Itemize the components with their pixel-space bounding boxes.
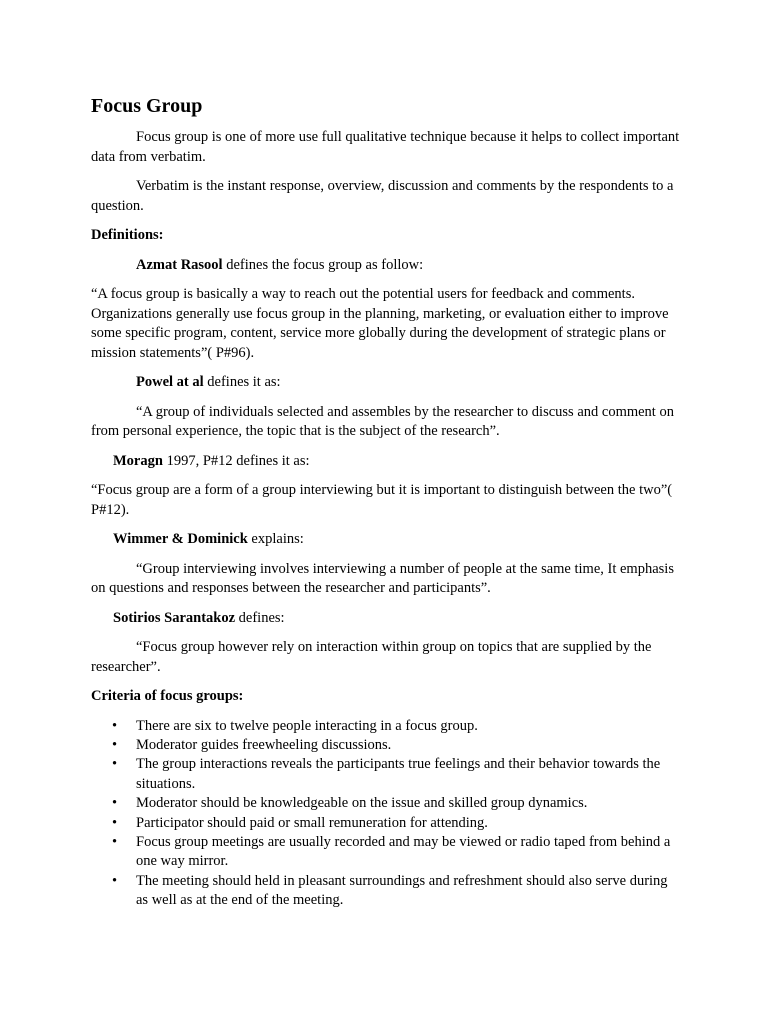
bullet-icon: • bbox=[112, 872, 118, 889]
verbatim-paragraph: Verbatim is the instant response, overview, discussion and comments by the respondents to a question. bbox=[91, 178, 674, 214]
definitions-heading: Definitions: bbox=[91, 227, 164, 243]
bullet-icon: • bbox=[112, 756, 118, 773]
criteria-list bbox=[91, 717, 681, 911]
def3-lead: Moragn 1997, P#12 defines it as: bbox=[113, 452, 310, 469]
def5-author: Sotirios Sarantakoz bbox=[113, 609, 236, 626]
page-title: Focus Group bbox=[91, 95, 203, 117]
def4-quote: “Group interviewing involves interviewing a number of people at the same time, It emphasis on questions and responses between the researcher and participants”. bbox=[91, 560, 674, 596]
list-item: • Focus group meetings are usually recorded and may be viewed or radio taped from behind a one way mirror. bbox=[112, 833, 671, 870]
list-item: • There are six to twelve people interacting in a focus group. bbox=[91, 717, 681, 736]
list-item: • Moderator guides freewheeling discussions. bbox=[91, 736, 681, 755]
def1-author: Azmat Rasool bbox=[136, 256, 223, 273]
def5-quote: “Focus group however rely on interaction within group on topics that are supplied by the researcher”. bbox=[91, 639, 652, 675]
list-item: • Participator should paid or small remuneration for attending. bbox=[91, 814, 681, 833]
def2-author: Powel at al bbox=[136, 374, 204, 390]
list-item: • The group interactions reveals the participants true feelings and their behavior towards the situations. bbox=[112, 756, 661, 792]
def3-quote: “Focus group are a form of a group interviewing but it is important to distinguish between the two”( P#12). bbox=[91, 482, 673, 518]
bullet-icon: • bbox=[112, 717, 118, 734]
def2-lead: Powel at al defines it as: bbox=[136, 374, 281, 390]
criteria-heading: Criteria of focus groups: bbox=[91, 688, 244, 704]
bullet-icon: • bbox=[112, 795, 118, 812]
bullet-icon: • bbox=[112, 736, 118, 753]
def3-author: Moragn bbox=[113, 452, 163, 469]
bullet-icon: • bbox=[112, 833, 118, 850]
def4-lead: Wimmer & Dominick explains: bbox=[113, 531, 304, 547]
def1-lead: Azmat Rasool defines the focus group as follow: bbox=[136, 256, 424, 273]
document-body bbox=[91, 94, 681, 911]
list-item: • Moderator should be knowledgeable on the issue and skilled group dynamics. bbox=[91, 794, 681, 813]
def5-lead: Sotirios Sarantakoz defines: bbox=[113, 609, 285, 626]
list-item: • The meeting should held in pleasant surroundings and refreshment should also serve during as well as at the end of the meeting. bbox=[112, 872, 668, 909]
def4-author: Wimmer & Dominick bbox=[113, 531, 248, 547]
intro-paragraph: Focus group is one of more use full qualitative technique because it helps to collect important data from verbatim. bbox=[91, 129, 680, 165]
bullet-icon: • bbox=[112, 814, 118, 831]
def1-quote: “A focus group is basically a way to reach out the potential users for feedback and comments. Organizations generally use focus group in the planning, marketing, or evaluation either to improve some specific program, content, service more globally during the development of strategic plans or mission statements”( P#96). bbox=[91, 286, 669, 361]
def2-quote: “A group of individuals selected and assembles by the researcher to discuss and comment on from personal experience, the topic that is the subject of the research”. bbox=[91, 403, 674, 439]
